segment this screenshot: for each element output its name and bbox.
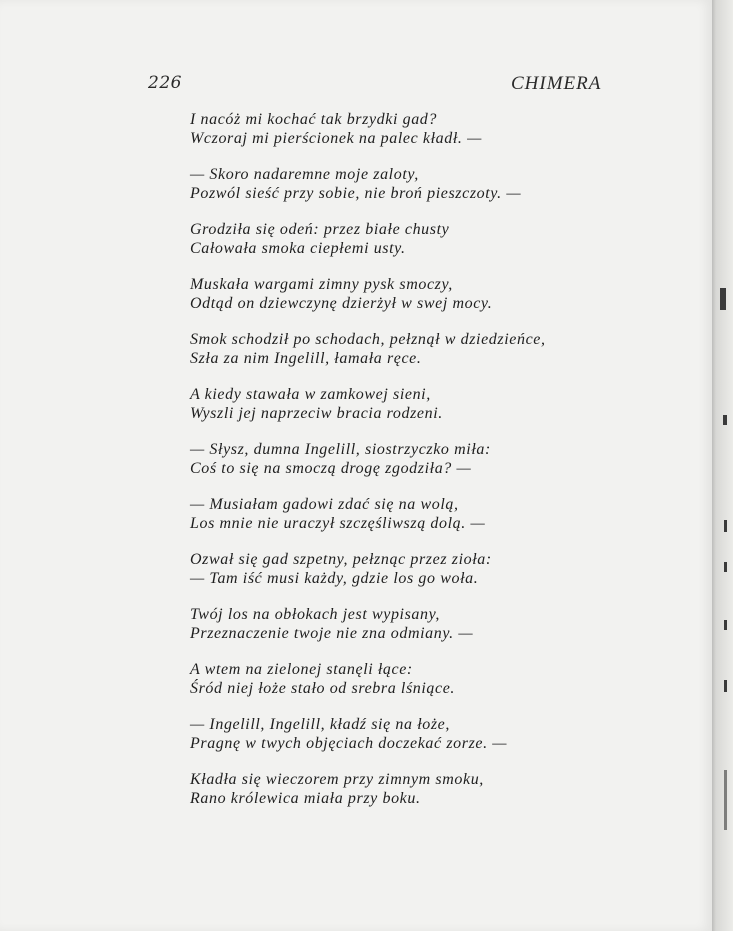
poem [190,110,610,825]
edge-ink-mark [723,415,727,425]
poem-line: A kiedy stawała w zamkowej sieni, [190,386,431,403]
poem-line: Twój los na obłokach jest wypisany, [190,606,441,623]
poem-line: Los mnie nie uraczył szczęśliwszą dolą. — [190,515,486,532]
stanza [190,770,610,808]
next-page-edge [712,0,733,931]
poem-line: — Tam iść musi każdy, gdzie los go woła. [190,570,479,587]
edge-ink-mark [724,620,727,630]
poem-line: Wczoraj mi pierścionek na palec kładł. — [190,130,482,147]
poem-line: Całowała smoka ciepłemi usty. [190,240,406,257]
poem-line: — Słysz, dumna Ingelill, siostrzyczko miła: [190,441,491,458]
poem-line: Kładła się wieczorem przy zimnym smoku, [190,771,484,788]
poem-line: — Ingelill, Ingelill, kładź się na łoże, [190,716,450,733]
poem-line: I nacóż mi kochać tak brzydki gad? [190,111,438,128]
edge-ink-mark [724,680,727,692]
poem-line: Coś to się na smoczą drogę zgodziła? — [190,460,472,477]
stanza [190,165,610,203]
poem-line: — Musiałam gadowi zdać się na wolą, [190,496,459,513]
poem-line: — Skoro nadaremne moje zaloty, [190,166,419,183]
poem-line: Smok schodził po schodach, pełznął w dziedzieńce, [190,331,546,348]
stanza [190,330,610,368]
poem-line: Grodziła się odeń: przez białe chusty [190,221,450,238]
page-number: 226 [148,73,182,93]
poem-line: A wtem na zielonej stanęli łące: [190,661,413,678]
running-title: CHIMERA [511,73,602,94]
stanza [190,715,610,753]
poem-line: Ozwał się gad szpetny, pełznąc przez zioła: [190,551,492,568]
poem-line: Przeznaczenie twoje nie zna odmiany. — [190,625,474,642]
edge-ink-mark [724,770,727,830]
stanza [190,440,610,478]
stanza [190,660,610,698]
poem-line: Wyszli jej naprzeciw bracia rodzeni. [190,405,443,422]
stanza [190,385,610,423]
stanza [190,110,610,148]
stanza [190,605,610,643]
edge-ink-mark [724,562,727,572]
poem-line: Muskała wargami zimny pysk smoczy, [190,276,453,293]
poem-line: Odtąd on dziewczynę dzierżył w swej mocy. [190,295,493,312]
stanza [190,550,610,588]
stanza [190,220,610,258]
stanza [190,495,610,533]
poem-line: Pragnę w twych objęciach doczekać zorze. — [190,735,508,752]
poem-line: Rano królewica miała przy boku. [190,790,421,807]
poem-line: Szła za nim Ingelill, łamała ręce. [190,350,422,367]
poem-line: Pozwól sieść przy sobie, nie broń pieszczoty. — [190,185,522,202]
edge-ink-mark [724,520,727,532]
poem-line: Śród niej łoże stało od srebra lśniące. [190,680,456,697]
edge-ink-mark [720,288,726,310]
stanza [190,275,610,313]
